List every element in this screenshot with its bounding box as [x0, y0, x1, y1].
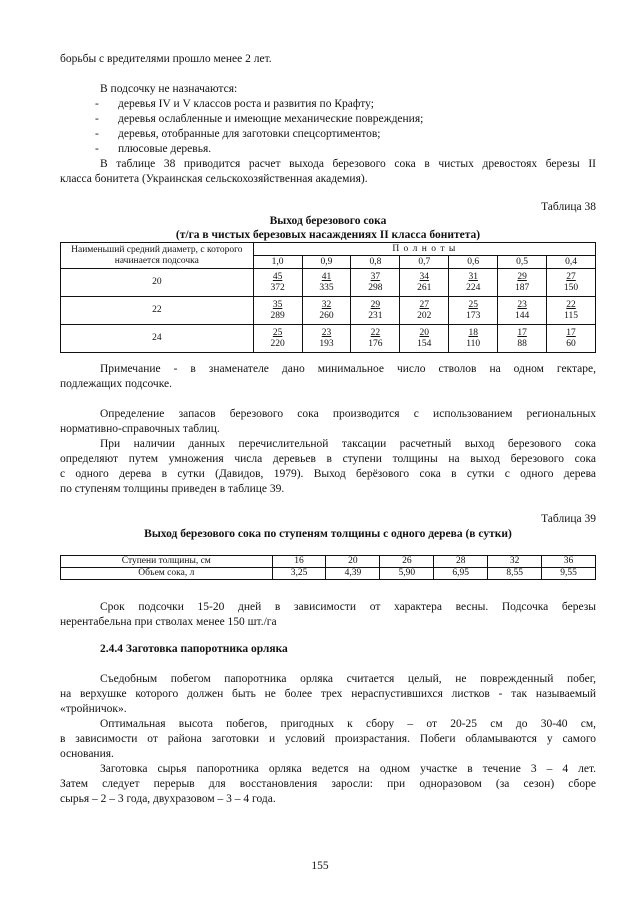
- paragraph-line: класса бонитета (Украинская сельскохозяйственная академия).: [60, 173, 368, 185]
- cell-numerator: 35: [272, 299, 283, 310]
- cell-numerator: 23: [517, 299, 527, 310]
- table39-cell: 32: [488, 556, 542, 568]
- cell-numerator: 23: [321, 327, 332, 338]
- table38-col-header: 0,8: [351, 256, 400, 269]
- cell-numerator: 20: [419, 327, 430, 338]
- table38-cell: [351, 297, 400, 325]
- intro-line: борьбы с вредителями прошло менее 2 лет.: [60, 53, 272, 65]
- table39-cell: 3,25: [272, 568, 326, 580]
- cell-numerator: 32: [321, 299, 332, 310]
- table38-diameter: 24: [61, 325, 254, 353]
- cell-numerator: 37: [370, 271, 381, 282]
- cell-denominator: 193: [319, 338, 334, 349]
- table38-cell: [253, 269, 302, 297]
- table39-row-label: Ступени толщины, см: [61, 556, 273, 568]
- cell-denominator: 115: [564, 310, 578, 321]
- table38-cell: [547, 325, 596, 353]
- note-line: Примечание - в знаменателе дано минимальное число стволов на одном гектаре,: [100, 363, 596, 375]
- list-bullet: -: [95, 113, 99, 125]
- cell-denominator: 154: [417, 338, 432, 349]
- paragraph-line: Съедобным побегом папоротника орляка считается целый, не поврежденный побег,: [100, 673, 596, 685]
- table39: [60, 555, 596, 580]
- paragraph-line: в зависимости от района заготовки и условий произрастания. Побеги обламываются у самого: [60, 733, 596, 745]
- cell-denominator: 110: [466, 338, 481, 349]
- cell-numerator: 29: [517, 271, 527, 282]
- table39-cell: 20: [326, 556, 380, 568]
- table-row: [61, 297, 596, 325]
- cell-numerator: 17: [517, 327, 527, 338]
- table38-subtitle: (т/га в чистых березовых насаждениях II класса бонитета): [175, 229, 481, 241]
- cell-denominator: 335: [319, 282, 334, 293]
- table38-cell: [253, 297, 302, 325]
- table39-label: Таблица 39: [541, 513, 596, 525]
- section-heading: 2.4.4 Заготовка папоротника орляка: [100, 643, 288, 655]
- table38-cell: [302, 297, 351, 325]
- table38-cell: [351, 325, 400, 353]
- table38-cell: [302, 269, 351, 297]
- list-item: плюсовые деревья.: [118, 143, 212, 155]
- table38-cell: [400, 297, 449, 325]
- cell-denominator: 289: [270, 310, 285, 321]
- cell-denominator: 144: [514, 310, 530, 321]
- cell-denominator: 88: [517, 338, 527, 349]
- paragraph-line: Срок подсочки 15-20 дней в зависимости от характера весны. Подсочка березы: [100, 601, 596, 613]
- table38-cell: [400, 325, 449, 353]
- cell-numerator: 41: [321, 271, 332, 282]
- table39-cell: 8,55: [488, 568, 542, 580]
- paragraph-line: определяют путем умножения числа деревьев в ступени толщины на выход березового сока: [60, 453, 596, 465]
- cell-denominator: 60: [566, 338, 576, 349]
- table38-col-header: 0,9: [302, 256, 351, 269]
- table38-col-header: 0,5: [498, 256, 547, 269]
- cell-numerator: 27: [566, 271, 576, 282]
- table38-cell: [302, 325, 351, 353]
- list-bullet: -: [95, 98, 99, 110]
- paragraph-line: Оптимальная высота побегов, пригодных к сбору – от 20-25 см до 30-40 см,: [100, 718, 596, 730]
- cell-denominator: 224: [466, 282, 481, 293]
- table38-cell: [547, 297, 596, 325]
- cell-numerator: 18: [468, 327, 478, 338]
- paragraph-line: основания.: [60, 748, 114, 760]
- list-bullet: -: [95, 143, 99, 155]
- cell-denominator: 231: [368, 310, 383, 321]
- list-item: деревья ослабленные и имеющие механические повреждения;: [118, 113, 424, 125]
- paragraph-line: Затем следует перерыв для восстановления заросли: при одноразовом (за сезон) сборе: [60, 778, 596, 790]
- cell-denominator: 261: [417, 282, 432, 293]
- paragraph-line: нерентабельна при стволах менее 150 шт./га: [60, 616, 277, 628]
- paragraph-line: Определение запасов березового сока производится с использованием региональных: [100, 408, 596, 420]
- page-number: 155: [311, 860, 329, 872]
- table38: [60, 242, 596, 353]
- table38-cell: [547, 269, 596, 297]
- cell-numerator: 31: [468, 271, 478, 282]
- note-line: подлежащих подсочке.: [60, 378, 172, 390]
- cell-denominator: 260: [319, 310, 334, 321]
- table39-cell: 4,39: [326, 568, 380, 580]
- table-row: [61, 568, 596, 580]
- paragraph-line: В таблице 38 приводится расчет выхода березового сока в чистых древостоях березы II: [100, 158, 596, 170]
- table38-cell: [253, 325, 302, 353]
- paragraph-line: сырья – 2 – 3 года, двухразовом – 3 – 4 года.: [60, 793, 276, 805]
- table-row: [61, 556, 596, 568]
- table38-col-header: 0,6: [449, 256, 498, 269]
- cell-denominator: 187: [514, 282, 530, 293]
- paragraph-line: с одного дерева в сутки (Давидов, 1979). Выход берёзового сока в сутки с одного дерева: [60, 468, 596, 480]
- cell-numerator: 25: [468, 299, 478, 310]
- list-item: деревья, отобранные для заготовки спецсортиментов;: [118, 128, 381, 140]
- cell-numerator: 29: [370, 299, 381, 310]
- cell-denominator: 176: [368, 338, 383, 349]
- table38-col-header: 0,7: [400, 256, 449, 269]
- table39-cell: 6,95: [434, 568, 488, 580]
- table38-col-header: 0,4: [547, 256, 596, 269]
- list-bullet: -: [95, 128, 99, 140]
- paragraph-line: нормативно-справочных таблиц.: [60, 423, 220, 435]
- cell-numerator: 45: [272, 271, 283, 282]
- cell-denominator: 202: [417, 310, 432, 321]
- cell-denominator: 298: [368, 282, 383, 293]
- paragraph-line: «тройничок».: [60, 703, 127, 715]
- table38-diameter: 22: [61, 297, 254, 325]
- table38-diameter: 20: [61, 269, 254, 297]
- table39-cell: 5,90: [380, 568, 434, 580]
- list-item: деревья IV и V классов роста и развития по Крафту;: [118, 98, 374, 110]
- cell-numerator: 22: [370, 327, 381, 338]
- cell-numerator: 34: [419, 271, 430, 282]
- cell-denominator: 220: [270, 338, 285, 349]
- table-row: [61, 269, 596, 297]
- cell-numerator: 22: [566, 299, 576, 310]
- table38-cell: [449, 325, 498, 353]
- not-assigned-heading: В подсочку не назначаются:: [100, 83, 238, 95]
- table38-label: Таблица 38: [541, 201, 596, 213]
- paragraph-line: При наличии данных перечислительной таксации расчетный выход березового сока: [100, 438, 596, 450]
- table38-cell: [400, 269, 449, 297]
- paragraph-line: Заготовка сырья папоротника орляка ведется на одном участке в течение 3 – 4 лет.: [100, 763, 596, 775]
- table39-cell: 9,55: [542, 568, 596, 580]
- paragraph-line: на верхушке которого должен быть не более трех нераспустившихся листков - так называемый: [60, 688, 596, 700]
- table39-cell: 36: [542, 556, 596, 568]
- table38-cell: [498, 297, 547, 325]
- table-row: [61, 325, 596, 353]
- table39-cell: 26: [380, 556, 434, 568]
- table38-col-header: 1,0: [253, 256, 302, 269]
- table39-cell: 28: [434, 556, 488, 568]
- table38-col-group-header: П о л н о т ы: [253, 243, 595, 256]
- cell-denominator: 372: [270, 282, 285, 293]
- cell-denominator: 150: [563, 282, 579, 293]
- table39-row-label: Объем сока, л: [61, 568, 273, 580]
- table38-cell: [449, 269, 498, 297]
- paragraph-line: по ступеням толщины приведен в таблице 39.: [60, 483, 285, 495]
- table38-cell: [351, 269, 400, 297]
- cell-denominator: 173: [466, 310, 481, 321]
- cell-numerator: 17: [566, 327, 576, 338]
- table39-title: Выход березового сока по ступеням толщины с одного дерева (в сутки): [144, 528, 512, 540]
- table38-cell: [449, 297, 498, 325]
- table38-cell: [498, 325, 547, 353]
- table38-title: Выход березового сока: [269, 215, 387, 227]
- cell-numerator: 25: [272, 327, 283, 338]
- table38-row-header: Наименьший средний диаметр, с которого начинается подсочка: [61, 243, 254, 269]
- cell-numerator: 27: [419, 299, 430, 310]
- table38-cell: [498, 269, 547, 297]
- table39-cell: 16: [272, 556, 326, 568]
